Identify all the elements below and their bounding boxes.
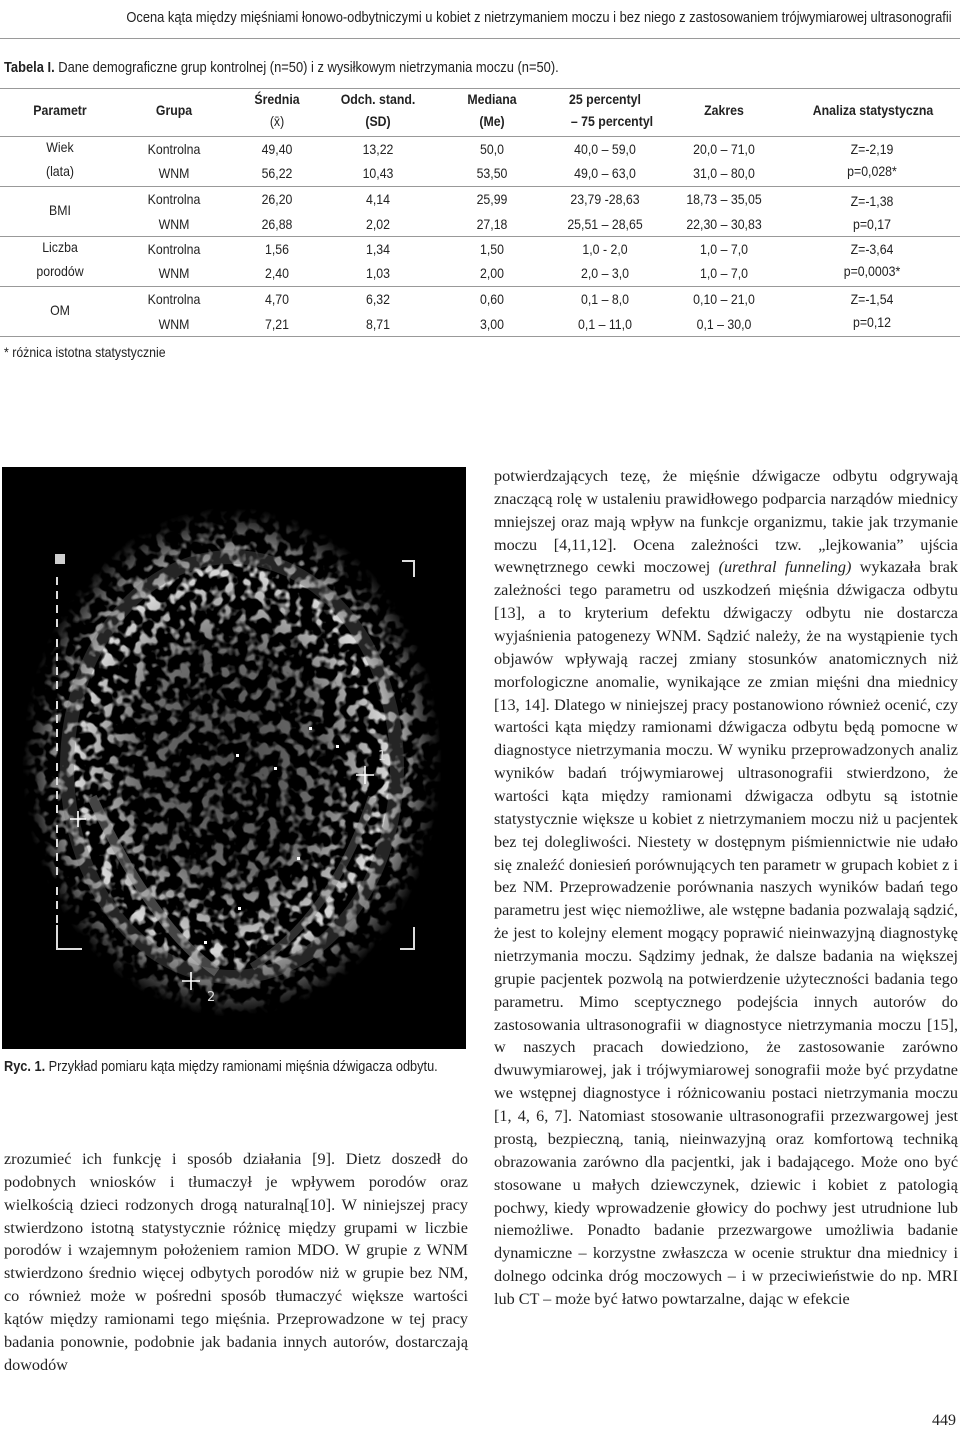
marker-1-label: 1 — [378, 749, 387, 764]
cell-sd: 1,34 — [366, 241, 390, 257]
figure-caption — [4, 1058, 438, 1075]
cell-zakres: 22,30 – 30,83 — [686, 216, 762, 232]
right-column-paragraph — [494, 465, 958, 1311]
left-column-text — [4, 1148, 468, 1377]
page-number: 449 — [932, 1412, 956, 1429]
table-rule-1 — [0, 186, 960, 187]
table-caption — [4, 59, 559, 76]
figure-caption-text: Przykład pomiaru kąta między ramionami mięśnia dźwigacza odbytu. — [45, 1058, 438, 1075]
running-header-title: Ocena kąta między mięśniami łonowo-odbytniczymi u kobiet z nietrzymaniem moczu i bez niego z zastosowaniem trójwymiarowej ultrasonografii — [126, 9, 952, 26]
table-caption-text: Dane demograficzne grup kontrolnej (n=50) i z wysiłkowym nietrzymania moczu (n=50). — [54, 59, 559, 76]
table-rule-3 — [0, 286, 960, 287]
param-label: porodów — [36, 263, 84, 279]
table-caption-label: Tabela I. — [4, 59, 55, 76]
analysis-p: p=0,17 — [852, 216, 892, 232]
header-srednia: Średnia — [254, 91, 300, 107]
param-label: OM — [50, 302, 70, 318]
cell-percentyl: 23,79 -28,63 — [570, 191, 640, 207]
cell-srednia: 4,70 — [265, 291, 289, 307]
cell-zakres: 20,0 – 71,0 — [693, 141, 755, 157]
ultrasound-image — [2, 467, 466, 1049]
table-rule-header — [0, 136, 960, 137]
cell-grupa: WNM — [158, 165, 190, 181]
param-label: Liczba — [42, 239, 78, 255]
cell-zakres: 0,1 – 30,0 — [696, 316, 752, 332]
table-rule-top — [0, 88, 960, 89]
cell-grupa: Kontrolna — [147, 191, 201, 207]
cell-grupa: WNM — [158, 265, 190, 281]
analysis-z: Z=-3,64 — [850, 241, 894, 257]
cell-mediana: 2,00 — [480, 265, 504, 281]
cell-zakres: 18,73 – 35,05 — [686, 191, 762, 207]
header-analiza: Analiza statystyczna — [812, 102, 934, 118]
cell-zakres: 0,10 – 21,0 — [693, 291, 755, 307]
right-column-italic-term: (urethral funneling) — [718, 558, 852, 577]
cell-srednia: 56,22 — [261, 165, 293, 181]
left-column-paragraph: zrozumieć ich funkcję i sposób działania [9]. Dietz doszedł do podobnych wniosków i tłumaczył je wpływem porodów oraz wielkością dzieci rodzonych drogą naturalną[10]. W niniejszej pracy stwierdzono istotną statystycznie różnicę między grupami w liczbie porodów i wzajemnym położeniem ramion MDO. W grupie z WNM stwierdzono średnio więcej odbytych porodów niż w grupie bez NM, co również może w pośredni sposób tłumaczyć większe wartości kątów między ramionami tego mięśnia. Przeprowadzone w tej pracy badania ponownie, podobnie jak badania innych autorów, dostarczają dowodów — [4, 1150, 468, 1374]
analysis-z: Z=-2,19 — [850, 141, 894, 157]
cell-zakres: 1,0 – 7,0 — [700, 241, 748, 257]
demographics-table — [0, 88, 960, 338]
cell-srednia: 1,56 — [265, 241, 289, 257]
analysis-p: p=0,12 — [852, 314, 892, 330]
figure-caption-label: Ryc. 1. — [4, 1058, 46, 1075]
cell-percentyl: 0,1 – 8,0 — [581, 291, 629, 307]
cell-srednia: 2,40 — [265, 265, 289, 281]
right-column-part-1: potwierdzających tezę, że mięśnie dźwigacze odbytu odgrywają znaczącą rolę w ustaleniu prawidłowego podparcia narządów miednicy mniejszej oraz mają wpływ na funkcje organizmu, takie jak trzymanie moczu [4,11,12]. Ocena zależności tzw. „lejkowania” ujścia wewnętrznego cewki moczowej — [494, 467, 958, 577]
cell-srednia: 7,21 — [265, 316, 289, 332]
table-footnote: * różnica istotna statystycznie — [4, 344, 166, 360]
analysis-p: p=0,028* — [847, 163, 897, 179]
marker-2-label: 2 — [207, 990, 216, 1005]
cell-percentyl: 2,0 – 3,0 — [581, 265, 629, 281]
ultrasound-figure — [2, 467, 466, 1049]
cell-mediana: 0,60 — [480, 291, 504, 307]
cell-percentyl: 40,0 – 59,0 — [574, 141, 636, 157]
right-column-part-2: wykazała brak zależności tego parametru od uszkodzeń mięśnia dźwigacza odbytu [13], a to kryterium defektu dźwigaczy odbytu nie dostarcza wyjaśnienia patogenezy WNM. Sądzić należy, że na wystąpienie tych objawów wpływają raczej zmiany stosunków anatomicznych niż morfologiczne anomalie, wynikające ze zmian mięśni dna miednicy [13, 14]. Dlatego w niniejszej pracy postanowiono również ocenić, czy wartości kąta między ramionami dźwigacza odbytu będą pomocne w diagnostyce nietrzymania moczu. W wyniku przeprowadzonych analiz wyników badań trójwymiarowej ultrasonografii stwierdzono, że wartości kąta między ramionami dźwigacza odbytu są istotnie statystycznie większe u kobiet z nietrzymaniem moczu niż u pacjentek bez tej dolegliwości. Niestety w dostępnym piśmiennictwie nie udało się znaleźć doniesień porównujących ten parametr w grupach kobiet z i bez NM. Przeprowadzenie porównania naszych wyników badań tego parametru jest więc niemożliwe, ale wstępne badania pozwalają sądzić, że jest to kolejny element mogący poprawić nieinwazyjną diagnostykę nietrzymania moczu. Sądzimy jednak, że dalsze badania na większej grupie pacjentek pozwolą na potwierdzenie użyteczności badania tego parametru. Mimo sceptycznego podejścia innych autorów do zastosowania ultrasonografii w diagnostyce nietrzymania moczu [15], w naszych pracach dowiedziono, że zastosowanie zarówno dwuwymiarowej, jak i trójwymiarowej sonografii może być przydatne we wstępnej diagnostyce i różnicowaniu postaci nietrzymania moczu [1, 4, 6, 7]. Natomiast stosowanie ultrasonografii przezwargowej jest prostą, bezpieczną, tanią, nieinwazyjną oraz komfortową techniką obrazowania zarówno dla pacjentki, jak i badającego. Może ono być stosowane u małych dziewczynek, dziewic i kobiet z patologią pochwy, kiedy wprowadzenie głowicy do pochwy jest utrudnione lub niemożliwe. Ponadto badanie przezwargowe umożliwia badanie dynamiczne – korzystne zwłaszcza w ocenie struktur dna miednicy i dolnego odcinka dróg moczowych – i w przeciwieństwie do np. MRI lub CT – może być łatwo powtarzalne, dając w efekcie — [494, 558, 958, 1308]
cell-srednia: 49,40 — [261, 141, 293, 157]
cell-sd: 1,03 — [366, 265, 390, 281]
cell-percentyl: 1,0 - 2,0 — [582, 241, 628, 257]
cell-zakres: 31,0 – 80,0 — [693, 165, 755, 181]
cell-sd: 8,71 — [366, 316, 390, 332]
cell-mediana: 27,18 — [476, 216, 508, 232]
header-percentyl-25: 25 percentyl — [569, 91, 641, 107]
header-mediana: Mediana — [467, 91, 517, 107]
header-grupa: Grupa — [155, 102, 193, 118]
cell-mediana: 53,50 — [476, 165, 508, 181]
header-zakres: Zakres — [704, 102, 744, 118]
cell-srednia: 26,20 — [261, 191, 293, 207]
cell-sd: 13,22 — [362, 141, 394, 157]
table-rule-bottom — [0, 336, 960, 337]
cell-percentyl: 25,51 – 28,65 — [567, 216, 643, 232]
cell-zakres: 1,0 – 7,0 — [700, 265, 748, 281]
analysis-z: Z=-1,54 — [850, 291, 894, 307]
running-header — [0, 0, 960, 39]
param-label: (lata) — [45, 163, 75, 179]
param-label: Wiek — [46, 139, 74, 155]
header-mediana-symbol: (Me) — [479, 113, 505, 129]
cell-sd: 4,14 — [366, 191, 390, 207]
header-percentyl-75: – 75 percentyl — [570, 113, 654, 129]
cell-percentyl: 49,0 – 63,0 — [574, 165, 636, 181]
cell-sd: 10,43 — [362, 165, 394, 181]
cell-grupa: Kontrolna — [147, 141, 201, 157]
analysis-p: p=0,0003* — [843, 263, 901, 279]
header-odch-symbol: (SD) — [365, 113, 391, 129]
header-odch: Odch. stand. — [340, 91, 416, 107]
header-parametr: Parametr — [33, 102, 87, 118]
cell-srednia: 26,88 — [261, 216, 293, 232]
cell-grupa: WNM — [158, 316, 190, 332]
cell-grupa: Kontrolna — [147, 241, 201, 257]
cell-mediana: 25,99 — [476, 191, 508, 207]
header-srednia-symbol: (x̄) — [269, 113, 285, 129]
cell-grupa: Kontrolna — [147, 291, 201, 307]
analysis-z: Z=-1,38 — [850, 193, 894, 209]
param-label: BMI — [49, 202, 71, 218]
cell-mediana: 3,00 — [480, 316, 504, 332]
cell-sd: 6,32 — [366, 291, 390, 307]
cell-mediana: 1,50 — [480, 241, 504, 257]
table-rule-2 — [0, 236, 960, 237]
cell-percentyl: 0,1 – 11,0 — [578, 316, 632, 332]
cell-grupa: WNM — [158, 216, 190, 232]
cell-sd: 2,02 — [366, 216, 390, 232]
right-column-text — [494, 465, 958, 1311]
cell-mediana: 50,0 — [480, 141, 504, 157]
